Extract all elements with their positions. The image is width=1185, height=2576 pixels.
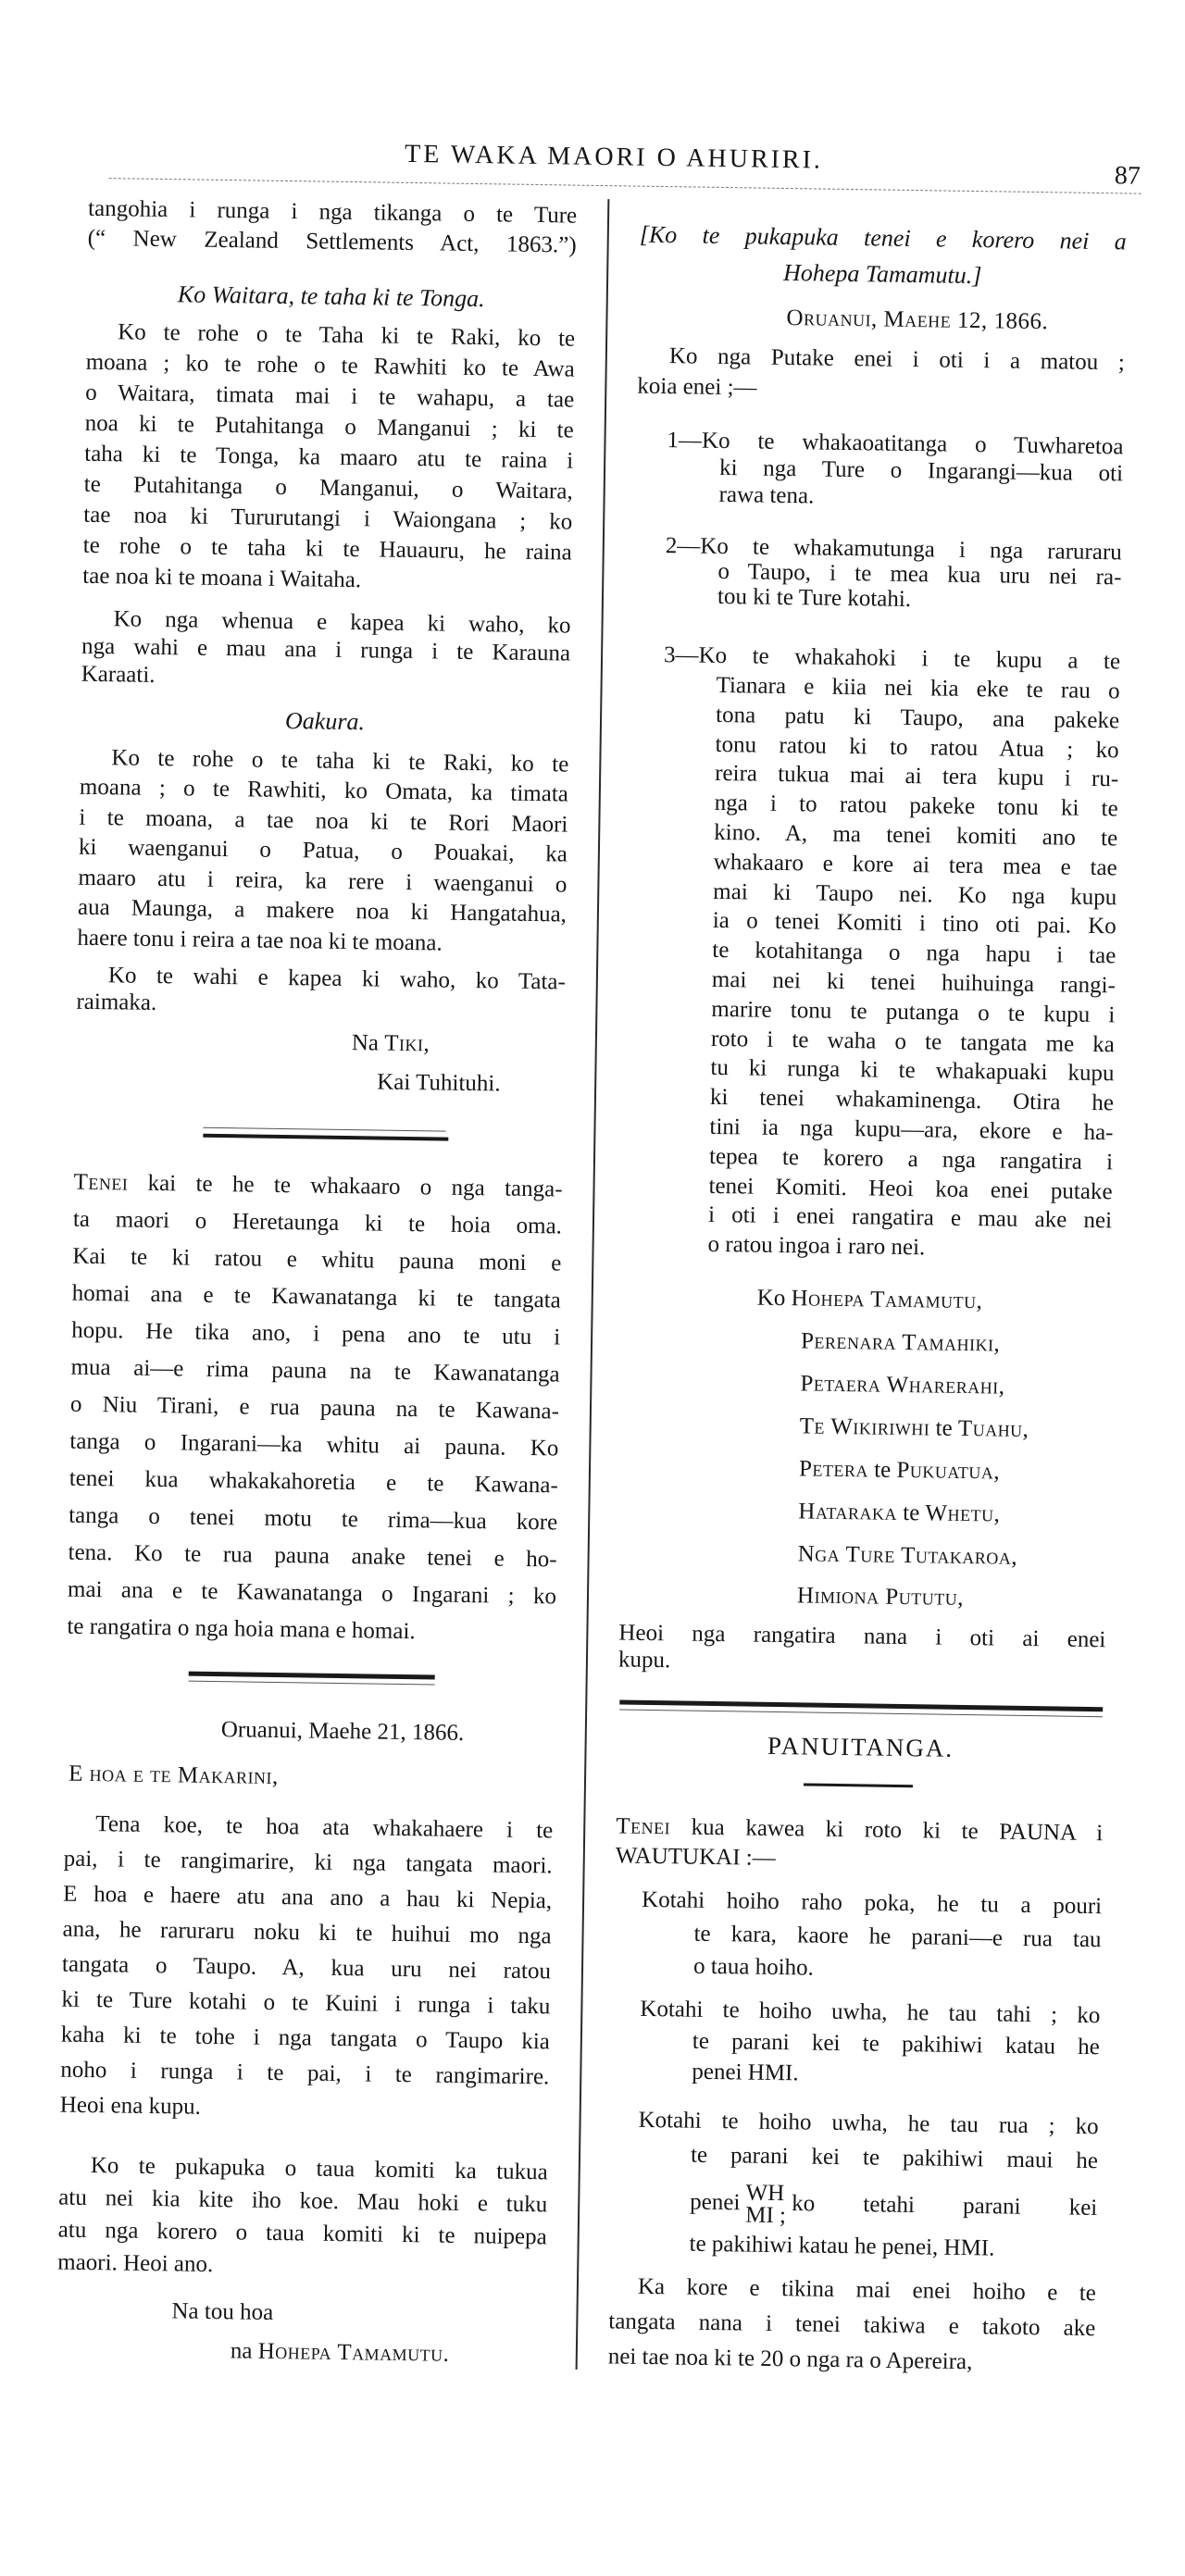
brand-mark-row: WH [745,2180,785,2207]
text-line: tangata nana i tenei takiwa e takoto ake [608,2308,1096,2342]
text-line: aua Maunga, a makere noa ki Hangatahua, [77,894,568,927]
text-run: kai te he te whakaaro o nga tanga- [128,1170,563,1202]
text-line: o ratou ingoa i raro nei. [707,1231,926,1261]
text-run: Hataraka [798,1499,898,1525]
text-line: Tena koe, te hoa ata whakahaere i te [95,1811,554,1844]
text-line: Na tou hoa [171,2298,274,2326]
text-line: nei tae noa ki te 20 o nga ra o Apereira, [607,2344,973,2375]
text-line: atu nei kia kite iho koe. Mau hoki e tuku [58,2184,548,2217]
text-line: Tianara e kiia nei kia eke te rau o [716,672,1120,704]
text-line [798,1493,1001,1533]
text-line: hopu. He tika ano, i pena ano te utu i [70,1317,561,1350]
brand-mark-row: MI ; [745,2202,787,2229]
text-line: ana, he raruraru noku ki te huihui mo nga [62,1916,552,1949]
text-line: pai, i te rangimarire, ki nga tangata maori. [63,1846,553,1879]
text-line: maori. Heoi ano. [57,2249,214,2277]
text-run: Tenei [73,1169,129,1196]
text-run: te [929,1415,959,1441]
text-line [69,1758,279,1794]
text-line: tu ki runga ki te whakapuaki kupu [710,1055,1115,1087]
text-line: rawa tena. [718,481,815,508]
text-line: ia o tenei Komiti i tino oti pai. Ko [712,908,1116,940]
text-line: tonu ratou ki to ratou Atua ; ko [715,731,1119,763]
text-run: penei [690,2189,741,2216]
text-line [352,1027,430,1061]
text-line: 3—Ko te whakahoki i te kupu a te [663,642,1121,675]
text-line: tae noa ki Tururutangi i Waiongana ; ko [83,502,573,535]
text-run: Nga Ture Tutakaroa, [797,1541,1018,1570]
text-line [690,2180,1098,2229]
text-line: tenei Komiti. Heoi koa enei putake [708,1173,1113,1204]
text-run: Hohepa Tamamutu. [257,2338,450,2367]
text-line: nga i to ratou pakeke tonu ki te [714,790,1118,822]
text-line: te kotahitanga o nga hapu i tae [712,937,1116,969]
masthead-title: TE WAKA MAORI O AHURIRI. [404,139,824,175]
header-rule [109,178,1141,194]
text-line: ki waenganui o Patua, o Pouakai, ka [78,834,568,867]
text-run: Tenei [616,1813,671,1840]
brand-mark-stack [745,2180,787,2229]
text-run: Petaera Wharerahi, [800,1371,1005,1400]
text-run: Himiona Pututu, [796,1583,965,1611]
text-line: kupu. [617,1646,671,1673]
text-run: te [896,1500,926,1526]
text-line: Hohepa Tamamutu.] [782,258,982,289]
text-line [799,1408,1029,1449]
text-run: Tiki, [384,1030,430,1057]
text-line [797,1577,965,1617]
text-line: tini ia nga kupu—ara, ekore e ha- [709,1114,1114,1146]
text-line: E hoa e haere atu ana ano a hau ki Nepia, [62,1881,553,1914]
text-line: Karaati. [81,661,156,688]
text-line [800,1365,1005,1405]
text-line: tanga o Ingarani—ka whitu ai pauna. Ko [69,1428,559,1462]
text-line: PANUITANGA. [767,1731,954,1762]
text-run: Ko [756,1285,792,1312]
text-line: WAUTUKAI :— [615,1843,776,1871]
text-line: o Taupo, i te mea kua uru nei ra- [717,558,1122,590]
text-run: na [230,2338,258,2364]
text-line: Ka kore e tikina mai enei hoiho e te [637,2273,1097,2307]
page-number: 87 [1114,161,1141,191]
text-line: moana ; o te Rawhiti, ko Omata, ka timata [79,774,569,807]
section-rule-thin [203,1127,445,1132]
text-line: Ko te rohe o te Taha ki te Raki, ko te [118,318,576,352]
text-run: te [867,1457,897,1483]
text-line: i oti i enei rangatira e mau ake nei [707,1202,1113,1234]
text-line: Oruanui, Maehe 21, 1866. [220,1717,465,1746]
text-line: Ko Waitara, te taha ki te Tonga. [177,280,485,313]
text-line: Ko te pukapuka o taua komiti ka tukua [90,2152,548,2184]
text-line: te kara, kaore he parani—e rua tau [693,1921,1102,1952]
text-line: ki tenei whakaminenga. Otira he [709,1084,1115,1116]
text-line: tena. Ko te rua pauna anake tenei e ho- [68,1539,557,1573]
text-line: [Ko te pukapuka tenei e korero nei a [639,220,1127,255]
text-line: mai ana e te Kawanatanga o Ingarani ; ko [67,1576,557,1610]
text-line: mai nei ki tenei huihuinga rangi- [711,966,1116,999]
text-run: ko tetahi parani kei [791,2191,1098,2221]
text-run: Whetu, [925,1500,1001,1527]
text-line: (“ New Zealand Settlements Act, 1863.”) [87,225,577,258]
text-line: Ko nga whenua e kapea ki waho, ko [113,606,571,639]
text-line: te parani kei te pakihiwi katau he [692,2028,1101,2060]
text-line: te pakihiwi katau he penei, HMI. [689,2231,995,2261]
text-line: whakaaro e kore ai tera mea e tae [713,849,1117,881]
text-line: tona patu ki Taupo, ana pakeke [715,702,1120,734]
text-line: mai ki Taupo nei. Ko nga kupu [713,878,1117,910]
section-rule-thin [189,1681,435,1686]
text-line: te rohe o te taha ki te Hauauru, he raina [82,532,572,566]
text-line: ki nga Ture o Ingarangi—kua oti [718,454,1124,486]
text-line [231,2333,450,2372]
column-divider [576,199,610,2370]
text-line: tanga o tenei motu te rima—kua kore [69,1502,558,1536]
text-line: tou ki te Ture kotahi. [717,583,912,612]
text-line: noa ki te Putahitanga o Manganui ; ki te [84,410,574,443]
text-run: Hohepa Tamamutu, [791,1286,983,1314]
text-line: homai ana e te Kawanatanga ki te tangata [71,1280,561,1313]
text-line: te rangatira o nga hoia mana e homai. [67,1613,416,1645]
text-line: o Waitara, timata mai i te wahapu, a tae [85,380,575,413]
text-line: Kotahi te hoiho uwha, he tau tahi ; ko [640,1997,1101,2029]
section-rule-thick [203,1134,448,1141]
text-line: i te moana, a tae noa ki te Rori Maori [79,804,568,838]
text-line: Heoi nga rangatira nana i oti ai enei [618,1619,1106,1652]
text-line: taha ki te Tonga, ka maaro atu te raina i [84,441,574,474]
text-line [797,1536,1017,1576]
text-line: Kotahi te hoiho uwha, he tau rua ; ko [638,2107,1099,2140]
text-line: tenei kua whakakahoretia e te Kawana- [69,1465,558,1499]
text-line [801,1323,1001,1363]
section-rule-thick [189,1672,435,1680]
text-line: Ko nga Putake enei i oti i a matou ; [668,342,1126,375]
text-run: Perenara Tamahiki, [800,1328,1001,1357]
text-line: noho i runga i te pai, i te rangimarire. [60,2057,550,2090]
text-line: moana ; ko te rohe o te Rawhiti ko te Awa [85,349,575,382]
text-line: tangata o Taupo. A, kua uru nei ratou [61,1951,552,1985]
text-line: maaro atu i reira, ka rere i waenganui o [78,865,568,898]
text-line: Ko te rohe o te taha ki te Raki, ko te [111,744,569,778]
text-line: te parani kei te pakihiwi maui he [690,2142,1099,2174]
text-line: penei HMI. [692,2059,799,2086]
text-line: Heoi ena kupu. [59,2092,202,2120]
text-line: te Putahitanga o Manganui, o Waitara, [83,471,573,504]
text-line: koia enei ;— [637,373,757,401]
text-line: marire tonu te putanga o te kupu i [711,996,1116,1028]
text-line: Kai te ki ratou e whitu pauna moni e [72,1243,562,1276]
text-line: nga wahi e mau ana i runga i te Karauna [81,633,571,666]
text-line [799,1450,1001,1490]
text-line: o Niu Tirani, e rua pauna na te Kawana- [69,1391,560,1425]
text-line: ta maori o Heretaunga ki te hoia oma. [72,1206,563,1239]
text-line: Kai Tuhituhi. [377,1069,501,1097]
text-line: Ko te wahi e kapea ki waho, ko Tata- [107,962,567,995]
text-line: kaha ki te tohe i nga tangata o Taupo kia [60,2022,551,2055]
text-line: tepea te korero a nga rangatira i [708,1143,1114,1176]
text-run: Oruanui, Maehe 12, 1866. [786,305,1049,335]
text-line: Kotahi hoiho raho poka, he tu a pouri [641,1887,1103,1920]
text-line: raimaka. [76,989,157,1015]
text-line: mua ai—e rima pauna na te Kawanatanga [70,1354,560,1388]
text-line: haere tonu i reira a tae noa ki te moana. [77,925,443,956]
text-line: roto i te waha o te tangata me ka [710,1026,1116,1057]
text-line: 1—Ko te whakaoatitanga o Tuwharetoa [667,427,1124,459]
text-line: Oakura. [284,707,366,736]
text-line: tae noa ki te moana i Waitaha. [82,563,362,592]
text-line [786,302,1048,339]
text-run: Pukuatua, [896,1457,1001,1485]
text-run: E hoa e te Makarini, [68,1761,279,1790]
text-line: atu nga korero o taua komiti ki te nuipepa [57,2217,547,2249]
text-line: 2—Ko te whakamutunga i nga raruraru [665,532,1122,565]
text-run: Te Wikiriwhi [799,1413,930,1441]
text-run: Petera [798,1456,869,1483]
text-run: Na [351,1030,385,1056]
heading-underline-rule [804,1783,913,1787]
text-line: kino. A, ma tenei komiti ano te [714,819,1118,852]
text-run: kua kawea ki roto ki te PAUNA i [669,1814,1104,1847]
text-line: tangohia i runga i nga tikanga o te Ture [87,195,578,229]
text-line: reira tukua mai ai tera kupu i ru- [714,761,1119,792]
text-line: o taua hoiho. [692,1953,815,1981]
text-line: ki te Ture kotahi o te Kuini i runga i taku [61,1986,551,2020]
text-run: Tuahu, [957,1415,1029,1443]
text-line [756,1280,982,1321]
